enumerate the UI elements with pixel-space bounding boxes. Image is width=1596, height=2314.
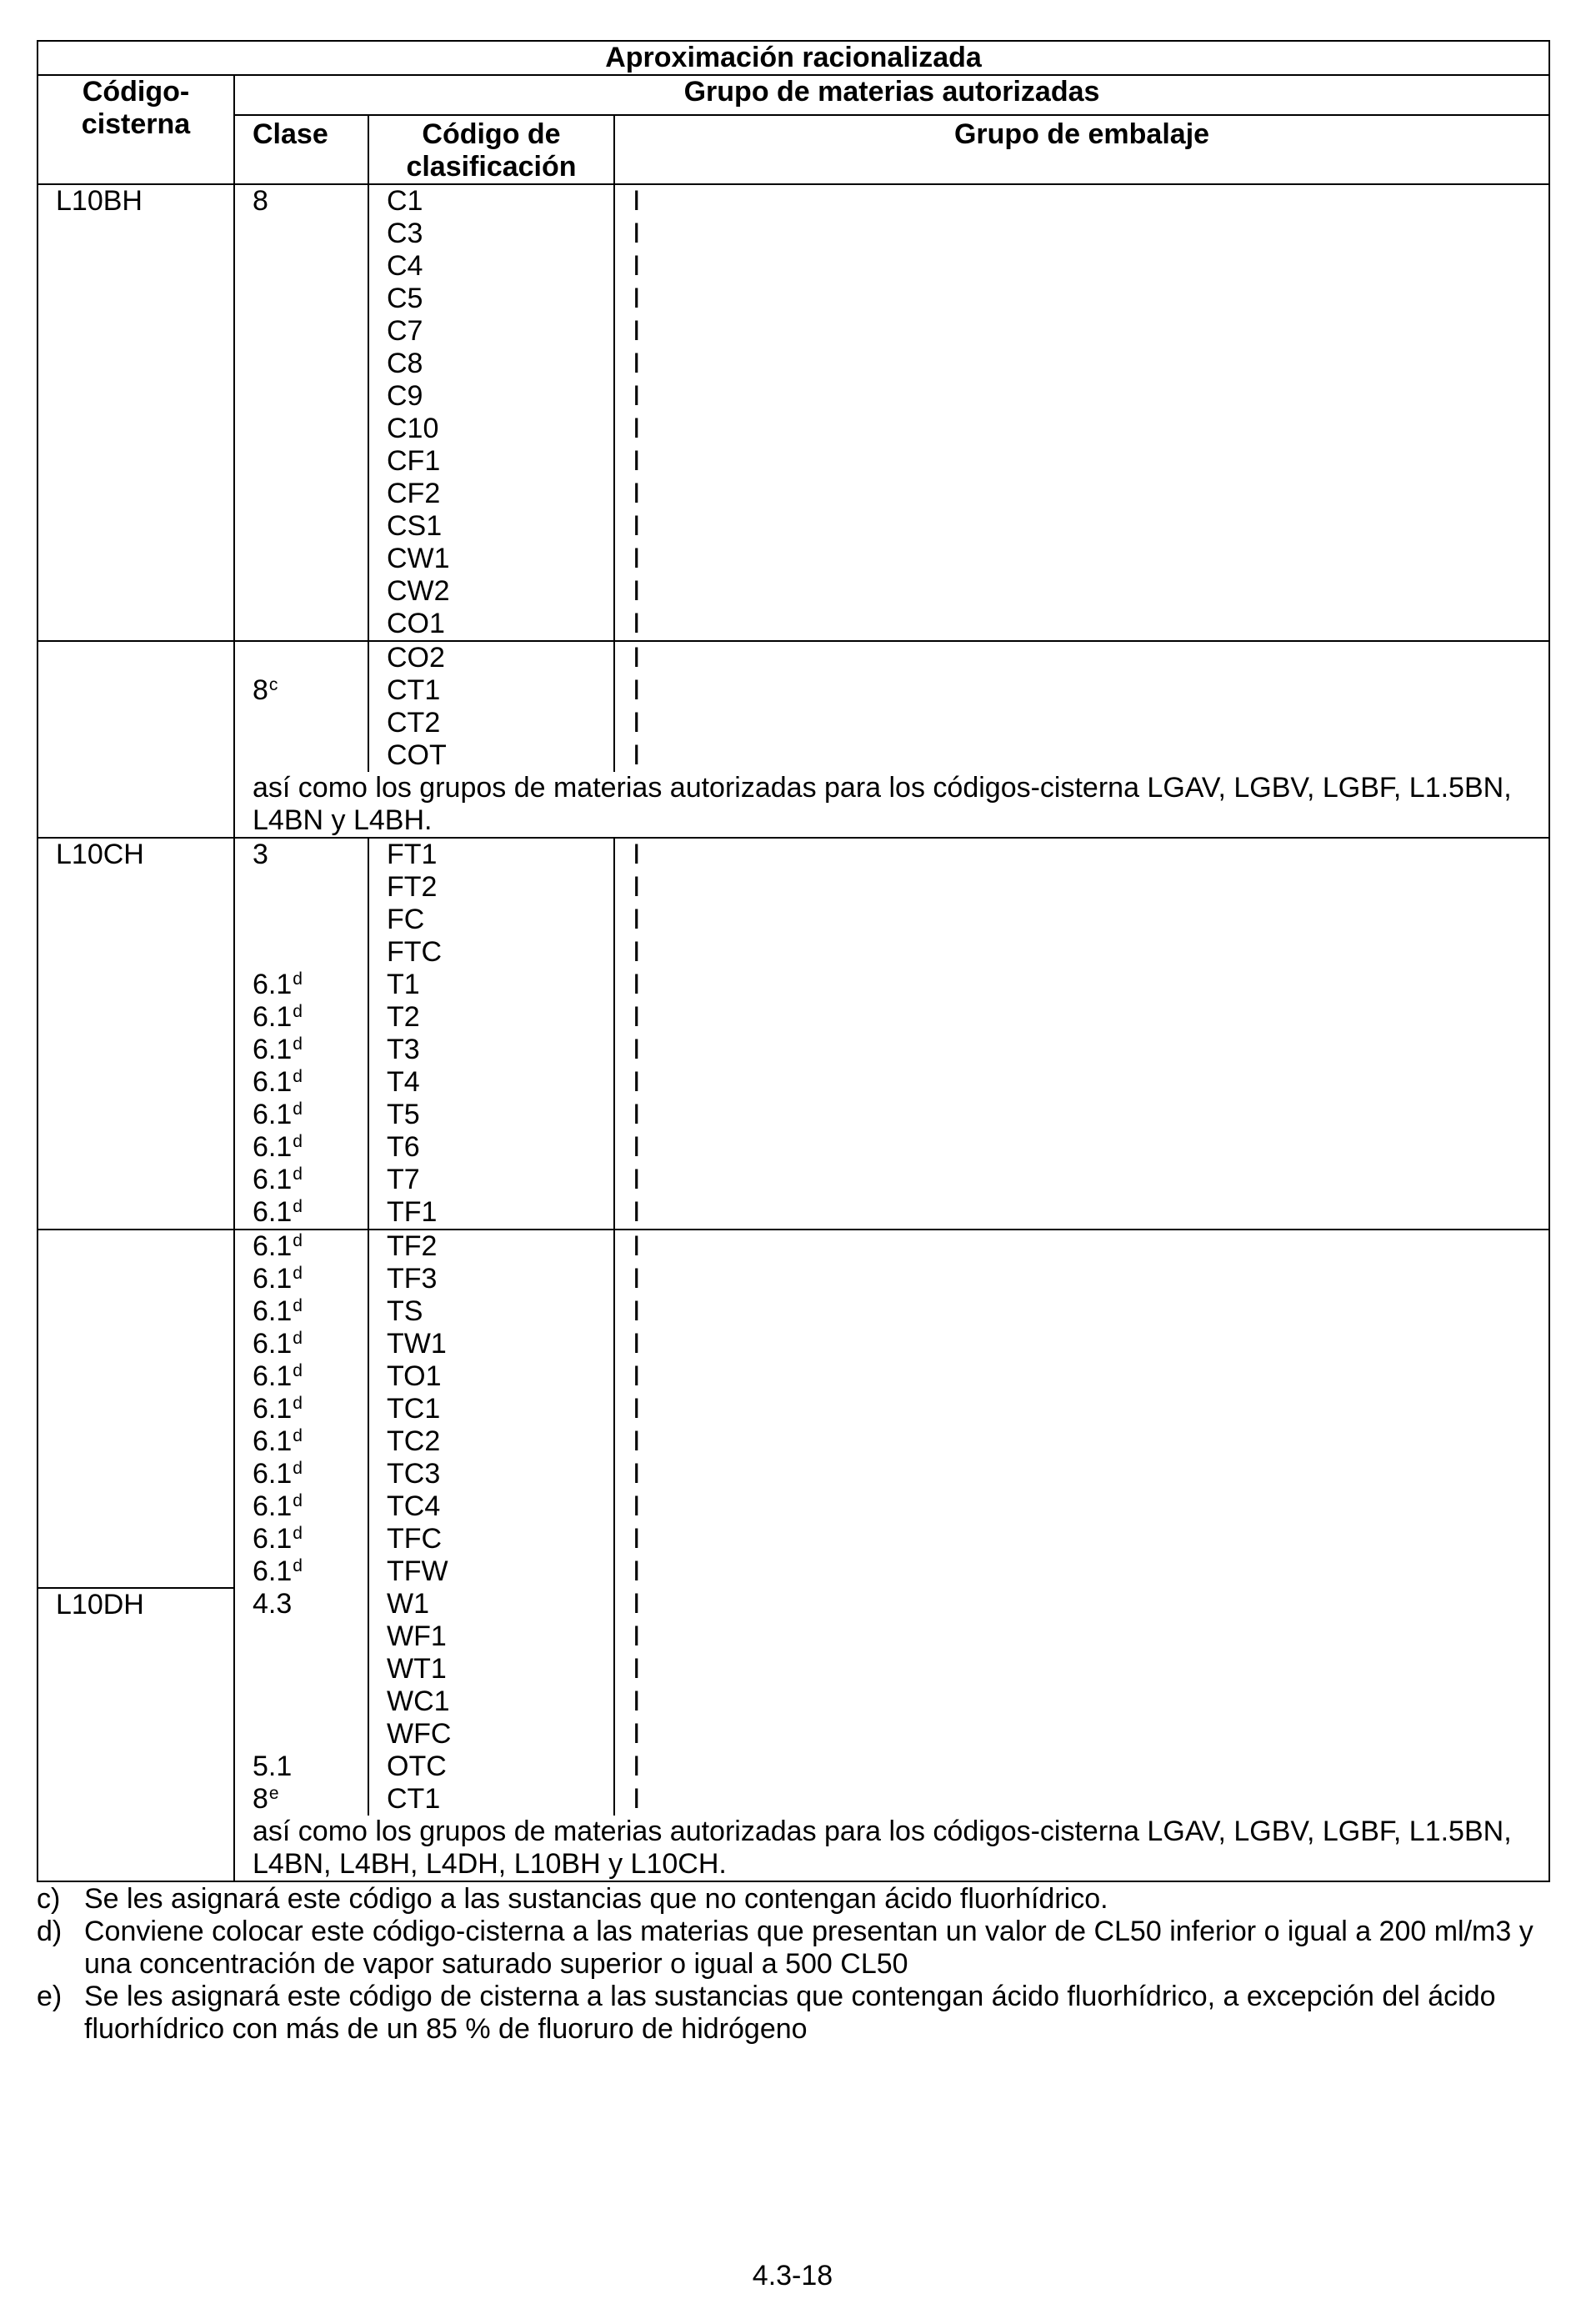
table-row: [38, 1164, 1549, 1196]
packing-group-cell: I: [614, 250, 1549, 283]
packing-group-cell: I: [614, 184, 1549, 218]
footnote-ref: d: [293, 1034, 303, 1054]
classification-code-cell: FT1: [368, 838, 614, 871]
classification-code-cell: TFW: [368, 1555, 614, 1588]
footnote-e: [37, 1981, 1570, 2046]
class-value: 6.1: [253, 1263, 293, 1295]
class-value: 6.1: [253, 1164, 293, 1195]
class-cell: [234, 641, 368, 674]
table-row: [38, 1555, 1549, 1588]
tank-code-cell: L10DH: [38, 1588, 234, 1881]
class-value: 6.1: [253, 1099, 293, 1130]
class-value: 6.1: [253, 1034, 293, 1065]
classification-code-cell: CO1: [368, 608, 614, 641]
tank-code-header: [38, 75, 234, 184]
classification-code-cell: T4: [368, 1066, 614, 1099]
footnote-label: d): [37, 1916, 63, 1947]
class-cell: [234, 1263, 368, 1295]
classification-code-cell: T2: [368, 1001, 614, 1034]
class-cell: [234, 707, 368, 739]
tank-code-cell: [38, 641, 234, 838]
classification-code-cell: CT1: [368, 674, 614, 707]
footnote-ref: d: [293, 1426, 303, 1445]
packing-group-cell: I: [614, 1653, 1549, 1685]
packing-group-cell: I: [614, 1751, 1549, 1783]
class-cell: [234, 348, 368, 380]
table-row: [38, 380, 1549, 413]
page-number: 4.3-18: [752, 2260, 833, 2291]
class-value: 6.1: [253, 1523, 293, 1555]
classification-code-cell: C7: [368, 315, 614, 348]
table-row: [38, 1620, 1549, 1653]
classification-code-cell: CW1: [368, 543, 614, 575]
class-value: 4.3: [253, 1588, 293, 1620]
table-row: [38, 838, 1549, 871]
table-row: [38, 871, 1549, 904]
packing-group-cell: I: [614, 1066, 1549, 1099]
class-cell: [234, 184, 368, 218]
class-value: 6.1: [253, 1328, 293, 1360]
class-cell: [234, 1360, 368, 1393]
classification-code-cell: FTC: [368, 936, 614, 969]
class-value: 6.1: [253, 1555, 293, 1587]
tank-code-cell: L10BH: [38, 184, 234, 641]
classification-code-cell: T3: [368, 1034, 614, 1066]
footnote-ref: d: [293, 1329, 303, 1348]
footnote-ref: d: [293, 1165, 303, 1184]
table-row: [38, 283, 1549, 315]
table-row: [38, 707, 1549, 739]
table-row: [38, 1230, 1549, 1263]
class-value: 3: [253, 839, 268, 870]
class-cell: [234, 1066, 368, 1099]
class-value: 6.1: [253, 1490, 293, 1522]
footnote-ref: e: [268, 1784, 279, 1803]
footnote-d: [37, 1916, 1570, 1981]
classification-code-cell: C9: [368, 380, 614, 413]
packing-group-cell: I: [614, 1555, 1549, 1588]
packing-group-cell: I: [614, 1458, 1549, 1490]
class-cell: [234, 1230, 368, 1263]
class-cell: [234, 1783, 368, 1816]
class-value: 6.1: [253, 1393, 293, 1425]
table-row: [38, 969, 1549, 1001]
footnote-label: c): [37, 1883, 61, 1915]
packing-group-cell: I: [614, 283, 1549, 315]
header-row-groups: [38, 75, 1549, 115]
footnote-ref: d: [293, 1067, 303, 1086]
footnote-ref: d: [293, 1524, 303, 1543]
classification-code-cell: CT1: [368, 1783, 614, 1816]
class-value: 6.1: [253, 1458, 293, 1490]
authorized-substances-table: [37, 40, 1550, 1882]
classification-code-header-line: Código de: [422, 118, 561, 150]
class-cell: [234, 283, 368, 315]
packing-group-cell: I: [614, 380, 1549, 413]
class-value: 6.1: [253, 1295, 293, 1327]
packing-group-cell: I: [614, 1001, 1549, 1034]
classification-code-cell: CF2: [368, 478, 614, 510]
table-row: [38, 1196, 1549, 1230]
class-cell: [234, 1328, 368, 1360]
packing-group-cell: I: [614, 510, 1549, 543]
packing-group-cell: I: [614, 315, 1549, 348]
footnote-line: Se les asignará este código de cisterna a las sustancias que contengan ácido fluorhídrico, a excepción del ácido: [84, 1981, 1496, 2012]
classification-code-cell: T6: [368, 1131, 614, 1164]
class-value: 6.1: [253, 1066, 293, 1098]
class-value: 6.1: [253, 969, 293, 1000]
classification-code-cell: C4: [368, 250, 614, 283]
packing-group-cell: I: [614, 641, 1549, 674]
class-header: Clase: [234, 115, 368, 184]
table-row: [38, 1328, 1549, 1360]
packing-group-cell: I: [614, 1263, 1549, 1295]
classification-code-cell: CO2: [368, 641, 614, 674]
class-cell: [234, 838, 368, 871]
footnote-text: [84, 1883, 1108, 1916]
class-cell: [234, 969, 368, 1001]
class-value: 8: [253, 1783, 268, 1815]
class-value: 6.1: [253, 1131, 293, 1163]
classification-code-cell: CW2: [368, 575, 614, 608]
class-cell: [234, 1555, 368, 1588]
footnote-ref: d: [293, 1459, 303, 1478]
packing-group-cell: I: [614, 969, 1549, 1001]
classification-code-cell: CF1: [368, 445, 614, 478]
class-cell: [234, 904, 368, 936]
footnote-ref: d: [293, 1361, 303, 1380]
table-row: [38, 641, 1549, 674]
table-row: [38, 575, 1549, 608]
classification-code-cell: TF2: [368, 1230, 614, 1263]
authorized-groups-header: Grupo de materias autorizadas: [234, 75, 1549, 115]
classification-code-cell: T7: [368, 1164, 614, 1196]
packing-group-header: Grupo de embalaje: [614, 115, 1549, 184]
class-cell: [234, 413, 368, 445]
footnote-ref: d: [293, 1132, 303, 1151]
remark-line: L4BN, L4BH, L4DH, L10BH y L10CH.: [253, 1848, 727, 1880]
classification-code-cell: T1: [368, 969, 614, 1001]
table-row: [38, 1588, 1549, 1620]
packing-group-cell: I: [614, 707, 1549, 739]
table-row: [38, 478, 1549, 510]
packing-group-cell: I: [614, 1360, 1549, 1393]
class-value: 6.1: [253, 1001, 293, 1033]
packing-group-cell: I: [614, 1164, 1549, 1196]
table-row: [38, 218, 1549, 250]
table-row: [38, 608, 1549, 641]
class-cell: [234, 1295, 368, 1328]
class-cell: [234, 445, 368, 478]
table-row: [38, 543, 1549, 575]
classification-code-cell: TC3: [368, 1458, 614, 1490]
packing-group-cell: I: [614, 608, 1549, 641]
table-row: [38, 445, 1549, 478]
footnote-ref: d: [293, 1231, 303, 1250]
footnote-line: Se les asignará este código a las sustancias que no contengan ácido fluorhídrico.: [84, 1883, 1108, 1915]
classification-code-cell: FC: [368, 904, 614, 936]
class-cell: [234, 575, 368, 608]
class-cell: [234, 1523, 368, 1555]
packing-group-cell: I: [614, 413, 1549, 445]
class-cell: [234, 1653, 368, 1685]
packing-group-cell: I: [614, 1783, 1549, 1816]
footnote-text: [84, 1981, 1496, 2046]
class-cell: [234, 1164, 368, 1196]
packing-group-cell: I: [614, 871, 1549, 904]
footnote-line: una concentración de vapor saturado superior o igual a 500 CL50: [84, 1948, 908, 1980]
class-value: 6.1: [253, 1196, 293, 1228]
packing-group-cell: I: [614, 674, 1549, 707]
classification-code-cell: TS: [368, 1295, 614, 1328]
class-cell: [234, 1588, 368, 1620]
table-row: [38, 1099, 1549, 1131]
tank-code-cell: [38, 1230, 234, 1588]
class-cell: [234, 1196, 368, 1230]
table-row: [38, 1490, 1549, 1523]
header-row-title: [38, 41, 1549, 75]
class-cell: [234, 1718, 368, 1751]
footnote-ref: d: [293, 1002, 303, 1021]
classification-code-cell: OTC: [368, 1751, 614, 1783]
class-value: 6.1: [253, 1360, 293, 1392]
footnote-ref: d: [293, 1491, 303, 1510]
class-cell: [234, 871, 368, 904]
classification-code-cell: COT: [368, 739, 614, 772]
class-cell: [234, 315, 368, 348]
packing-group-cell: I: [614, 1620, 1549, 1653]
classification-code-cell: C3: [368, 218, 614, 250]
table-row: [38, 1523, 1549, 1555]
class-cell: [234, 1751, 368, 1783]
class-cell: [234, 510, 368, 543]
remark-cell: [234, 1816, 1549, 1881]
packing-group-cell: I: [614, 543, 1549, 575]
classification-code-cell: C10: [368, 413, 614, 445]
classification-code-cell: W1: [368, 1588, 614, 1620]
table-row: [38, 772, 1549, 838]
footnote-line: Conviene colocar este código-cisterna a las materias que presentan un valor de CL50 inferior o igual a 200 ml/m3 y: [84, 1916, 1533, 1947]
packing-group-cell: I: [614, 1328, 1549, 1360]
packing-group-cell: I: [614, 1131, 1549, 1164]
table-row: [38, 1131, 1549, 1164]
class-cell: [234, 250, 368, 283]
packing-group-cell: I: [614, 218, 1549, 250]
footnote-c: [37, 1883, 1570, 1916]
table-row: [38, 904, 1549, 936]
class-cell: [234, 1425, 368, 1458]
packing-group-cell: I: [614, 936, 1549, 969]
remark-line: así como los grupos de materias autorizadas para los códigos-cisterna LGAV, LGBV, LGBF, L1.5BN,: [253, 1816, 1512, 1847]
class-cell: [234, 478, 368, 510]
table-row: [38, 315, 1549, 348]
classification-code-cell: WF1: [368, 1620, 614, 1653]
class-cell: [234, 936, 368, 969]
table-row: [38, 1718, 1549, 1751]
footnote-ref: d: [293, 1197, 303, 1216]
classification-code-cell: TF3: [368, 1263, 614, 1295]
packing-group-cell: I: [614, 904, 1549, 936]
packing-group-cell: I: [614, 1230, 1549, 1263]
class-cell: [234, 543, 368, 575]
table-row: [38, 1783, 1549, 1816]
packing-group-cell: I: [614, 1295, 1549, 1328]
packing-group-cell: I: [614, 445, 1549, 478]
tank-code-header-line: Código-: [82, 76, 190, 108]
table-row: [38, 1751, 1549, 1783]
classification-code-cell: WC1: [368, 1685, 614, 1718]
table-row: [38, 1066, 1549, 1099]
table-row: [38, 348, 1549, 380]
table-row: [38, 936, 1549, 969]
class-cell: [234, 608, 368, 641]
table-row: [38, 1425, 1549, 1458]
footnotes: [37, 1883, 1570, 2046]
classification-code-cell: C5: [368, 283, 614, 315]
table-row: [38, 1393, 1549, 1425]
header-row-columns: [38, 115, 1549, 184]
remark-line: L4BN y L4BH.: [253, 804, 433, 836]
packing-group-cell: I: [614, 1718, 1549, 1751]
class-value: 6.1: [253, 1425, 293, 1457]
class-cell: [234, 1001, 368, 1034]
packing-group-cell: I: [614, 1099, 1549, 1131]
classification-code-cell: TC4: [368, 1490, 614, 1523]
packing-group-cell: I: [614, 838, 1549, 871]
footnote-line: fluorhídrico con más de un 85 % de fluoruro de hidrógeno: [84, 2013, 808, 2045]
footnote-label: e): [37, 1981, 63, 2012]
table-row: [38, 1034, 1549, 1066]
classification-code-header: [368, 115, 614, 184]
class-value: 5.1: [253, 1751, 293, 1782]
table-row: [38, 250, 1549, 283]
table-row: [38, 413, 1549, 445]
packing-group-cell: I: [614, 1588, 1549, 1620]
class-cell: [234, 739, 368, 772]
class-value: 6.1: [253, 1230, 293, 1262]
classification-code-cell: TC1: [368, 1393, 614, 1425]
packing-group-cell: I: [614, 478, 1549, 510]
classification-code-cell: TFC: [368, 1523, 614, 1555]
classification-code-cell: TF1: [368, 1196, 614, 1230]
packing-group-cell: I: [614, 348, 1549, 380]
table-row: [38, 1653, 1549, 1685]
table-row: [38, 739, 1549, 772]
classification-code-cell: T5: [368, 1099, 614, 1131]
classification-code-cell: CT2: [368, 707, 614, 739]
class-cell: [234, 1393, 368, 1425]
class-cell: [234, 380, 368, 413]
table-row: [38, 1360, 1549, 1393]
packing-group-cell: I: [614, 1685, 1549, 1718]
classification-code-cell: TO1: [368, 1360, 614, 1393]
class-cell: [234, 1034, 368, 1066]
class-cell: [234, 1685, 368, 1718]
footnote-ref: d: [293, 1264, 303, 1283]
table-body: [38, 184, 1549, 1881]
class-cell: [234, 218, 368, 250]
class-value: 8: [253, 185, 268, 217]
table-row: [38, 1001, 1549, 1034]
class-cell: [234, 1458, 368, 1490]
packing-group-cell: I: [614, 739, 1549, 772]
classification-code-cell: C8: [368, 348, 614, 380]
footnote-text: [84, 1916, 1533, 1981]
class-cell: [234, 674, 368, 707]
table-row: [38, 510, 1549, 543]
remark-cell: [234, 772, 1549, 838]
table-row: [38, 184, 1549, 218]
footnote-ref: d: [293, 1394, 303, 1413]
classification-code-cell: TC2: [368, 1425, 614, 1458]
approach-title: Aproximación racionalizada: [38, 41, 1549, 75]
tank-code-header-line: cisterna: [81, 108, 191, 140]
table-row: [38, 1458, 1549, 1490]
classification-code-cell: FT2: [368, 871, 614, 904]
classification-code-cell: CS1: [368, 510, 614, 543]
packing-group-cell: I: [614, 1034, 1549, 1066]
packing-group-cell: I: [614, 1523, 1549, 1555]
class-cell: [234, 1131, 368, 1164]
classification-code-cell: WT1: [368, 1653, 614, 1685]
packing-group-cell: I: [614, 1196, 1549, 1230]
table-row: [38, 1295, 1549, 1328]
class-cell: [234, 1620, 368, 1653]
footnote-ref: d: [293, 1556, 303, 1575]
footnote-ref: d: [293, 1296, 303, 1315]
table-row: [38, 1816, 1549, 1881]
footnote-ref: d: [293, 1099, 303, 1119]
tank-code-cell: L10CH: [38, 838, 234, 1230]
footnote-ref: d: [293, 969, 303, 989]
class-cell: [234, 1099, 368, 1131]
remark-line: así como los grupos de materias autorizadas para los códigos-cisterna LGAV, LGBV, LGBF, L1.5BN,: [253, 772, 1512, 804]
packing-group-cell: I: [614, 1425, 1549, 1458]
packing-group-cell: I: [614, 1393, 1549, 1425]
classification-code-cell: C1: [368, 184, 614, 218]
packing-group-cell: I: [614, 1490, 1549, 1523]
packing-group-cell: I: [614, 575, 1549, 608]
table-row: [38, 1685, 1549, 1718]
table-row: [38, 674, 1549, 707]
class-value: 8: [253, 674, 268, 706]
footnote-ref: c: [268, 675, 278, 694]
classification-code-cell: WFC: [368, 1718, 614, 1751]
table-header: [38, 41, 1549, 184]
table-row: [38, 1263, 1549, 1295]
classification-code-cell: TW1: [368, 1328, 614, 1360]
class-cell: [234, 1490, 368, 1523]
classification-code-header-line: clasificación: [406, 151, 577, 183]
